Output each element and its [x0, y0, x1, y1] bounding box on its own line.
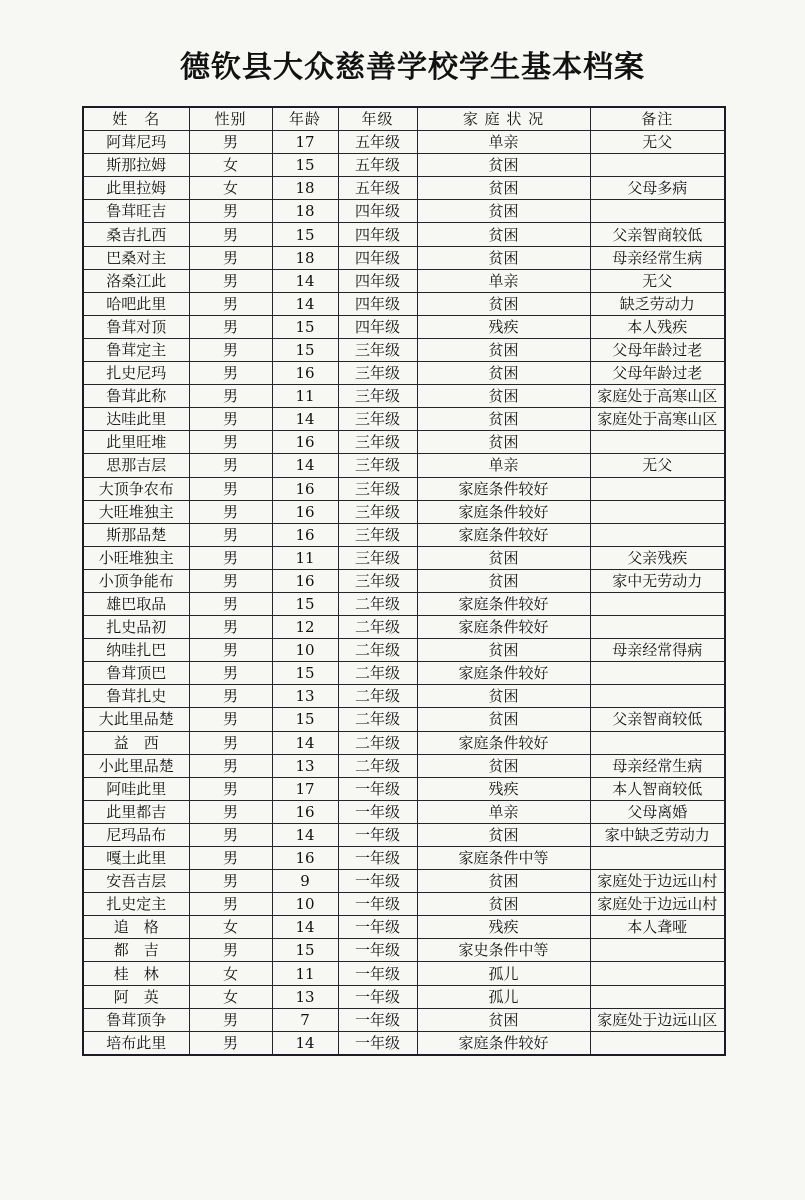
cell-name: 鲁茸定主: [83, 338, 189, 361]
cell-gender: 男: [189, 200, 272, 223]
cell-remarks: [590, 847, 725, 870]
cell-remarks: 家庭处于高寒山区: [590, 408, 725, 431]
cell-remarks: 家庭处于边远山村: [590, 870, 725, 893]
table-row: [83, 338, 725, 361]
cell-name: 达哇此里: [83, 408, 189, 431]
cell-name: 扎史品初: [83, 616, 189, 639]
cell-age: 12: [272, 616, 338, 639]
table-header-row: [83, 107, 725, 131]
column-header-remarks: 备注: [590, 107, 725, 131]
column-header-age: 年龄: [272, 107, 338, 131]
cell-grade: 一年级: [338, 870, 417, 893]
table-row: [83, 523, 725, 546]
cell-remarks: [590, 500, 725, 523]
cell-age: 14: [272, 731, 338, 754]
cell-grade: 二年级: [338, 731, 417, 754]
table-row: [83, 639, 725, 662]
cell-family-status: 贫困: [417, 385, 590, 408]
column-header-grade: 年级: [338, 107, 417, 131]
cell-remarks: 无父: [590, 454, 725, 477]
cell-family-status: 家庭条件较好: [417, 662, 590, 685]
cell-grade: 三年级: [338, 362, 417, 385]
table-row: [83, 454, 725, 477]
cell-gender: 男: [189, 708, 272, 731]
cell-grade: 三年级: [338, 477, 417, 500]
table-row: [83, 754, 725, 777]
cell-age: 14: [272, 916, 338, 939]
cell-age: 18: [272, 177, 338, 200]
cell-family-status: 贫困: [417, 546, 590, 569]
cell-remarks: [590, 1031, 725, 1055]
cell-grade: 二年级: [338, 754, 417, 777]
cell-gender: 女: [189, 916, 272, 939]
cell-grade: 三年级: [338, 385, 417, 408]
cell-name: 小此里品楚: [83, 754, 189, 777]
cell-age: 11: [272, 546, 338, 569]
cell-age: 14: [272, 1031, 338, 1055]
cell-grade: 二年级: [338, 616, 417, 639]
table-row: [83, 1008, 725, 1031]
cell-age: 11: [272, 962, 338, 985]
cell-gender: 男: [189, 592, 272, 615]
cell-name: 此里拉姆: [83, 177, 189, 200]
cell-grade: 四年级: [338, 269, 417, 292]
cell-gender: 男: [189, 362, 272, 385]
cell-age: 16: [272, 500, 338, 523]
table-row: [83, 223, 725, 246]
cell-family-status: 家庭条件中等: [417, 847, 590, 870]
cell-name: 阿哇此里: [83, 777, 189, 800]
cell-family-status: 贫困: [417, 1008, 590, 1031]
cell-remarks: 母亲经常得病: [590, 639, 725, 662]
cell-name: 小旺堆独主: [83, 546, 189, 569]
cell-name: 扎史定主: [83, 893, 189, 916]
cell-family-status: 贫困: [417, 685, 590, 708]
cell-age: 18: [272, 246, 338, 269]
cell-remarks: 父亲残疾: [590, 546, 725, 569]
cell-family-status: 残疾: [417, 777, 590, 800]
cell-remarks: [590, 939, 725, 962]
cell-gender: 男: [189, 893, 272, 916]
cell-gender: 男: [189, 847, 272, 870]
cell-name: 安吾吉层: [83, 870, 189, 893]
cell-grade: 三年级: [338, 523, 417, 546]
cell-family-status: 贫困: [417, 223, 590, 246]
cell-age: 7: [272, 1008, 338, 1031]
cell-name: 小顶争能布: [83, 569, 189, 592]
cell-name: 桂 林: [83, 962, 189, 985]
table-row: [83, 131, 725, 154]
cell-age: 14: [272, 408, 338, 431]
cell-age: 16: [272, 569, 338, 592]
table-row: [83, 269, 725, 292]
table-row: [83, 847, 725, 870]
cell-grade: 五年级: [338, 154, 417, 177]
cell-family-status: 贫困: [417, 292, 590, 315]
cell-name: 尼玛品布: [83, 823, 189, 846]
cell-grade: 二年级: [338, 592, 417, 615]
cell-remarks: [590, 431, 725, 454]
cell-grade: 三年级: [338, 546, 417, 569]
cell-remarks: 本人智商较低: [590, 777, 725, 800]
cell-gender: 男: [189, 1008, 272, 1031]
table-row: [83, 200, 725, 223]
cell-age: 10: [272, 893, 338, 916]
cell-family-status: 家史条件中等: [417, 939, 590, 962]
cell-grade: 一年级: [338, 777, 417, 800]
cell-family-status: 贫困: [417, 338, 590, 361]
cell-family-status: 孤儿: [417, 962, 590, 985]
cell-grade: 一年级: [338, 823, 417, 846]
cell-grade: 一年级: [338, 939, 417, 962]
cell-gender: 女: [189, 962, 272, 985]
cell-remarks: 家中无劳动力: [590, 569, 725, 592]
cell-age: 15: [272, 662, 338, 685]
cell-family-status: 贫困: [417, 408, 590, 431]
cell-age: 15: [272, 338, 338, 361]
cell-remarks: 父母年龄过老: [590, 338, 725, 361]
table-row: [83, 177, 725, 200]
cell-family-status: 家庭条件较好: [417, 592, 590, 615]
cell-grade: 一年级: [338, 962, 417, 985]
cell-age: 18: [272, 200, 338, 223]
cell-remarks: 母亲经常生病: [590, 246, 725, 269]
table-row: [83, 362, 725, 385]
cell-family-status: 单亲: [417, 131, 590, 154]
table-row: [83, 916, 725, 939]
cell-family-status: 贫困: [417, 177, 590, 200]
table-row: [83, 985, 725, 1008]
table-row: [83, 246, 725, 269]
cell-grade: 二年级: [338, 708, 417, 731]
cell-family-status: 贫困: [417, 893, 590, 916]
cell-remarks: 母亲经常生病: [590, 754, 725, 777]
table-row: [83, 870, 725, 893]
cell-gender: 男: [189, 385, 272, 408]
cell-gender: 男: [189, 569, 272, 592]
cell-grade: 二年级: [338, 662, 417, 685]
cell-gender: 男: [189, 292, 272, 315]
cell-grade: 三年级: [338, 408, 417, 431]
cell-name: 斯那拉姆: [83, 154, 189, 177]
cell-gender: 男: [189, 639, 272, 662]
cell-grade: 五年级: [338, 131, 417, 154]
cell-remarks: 父母年龄过老: [590, 362, 725, 385]
cell-gender: 男: [189, 477, 272, 500]
cell-gender: 男: [189, 685, 272, 708]
cell-remarks: 父母多病: [590, 177, 725, 200]
cell-remarks: [590, 731, 725, 754]
cell-age: 9: [272, 870, 338, 893]
table-row: [83, 292, 725, 315]
cell-family-status: 贫困: [417, 639, 590, 662]
cell-gender: 女: [189, 177, 272, 200]
table-row: [83, 662, 725, 685]
cell-name: 此里旺堆: [83, 431, 189, 454]
cell-gender: 男: [189, 408, 272, 431]
cell-name: 桑吉扎西: [83, 223, 189, 246]
cell-name: 哈吧此里: [83, 292, 189, 315]
cell-family-status: 贫困: [417, 754, 590, 777]
cell-gender: 男: [189, 823, 272, 846]
cell-age: 14: [272, 823, 338, 846]
cell-remarks: 无父: [590, 269, 725, 292]
cell-name: 阿 英: [83, 985, 189, 1008]
cell-age: 16: [272, 847, 338, 870]
cell-grade: 三年级: [338, 569, 417, 592]
cell-remarks: 家中缺乏劳动力: [590, 823, 725, 846]
cell-family-status: 家庭条件较好: [417, 477, 590, 500]
cell-name: 鲁茸此称: [83, 385, 189, 408]
cell-age: 14: [272, 454, 338, 477]
cell-family-status: 单亲: [417, 454, 590, 477]
cell-grade: 四年级: [338, 292, 417, 315]
cell-gender: 男: [189, 662, 272, 685]
table-row: [83, 800, 725, 823]
column-header-family-status: 家 庭 状 况: [417, 107, 590, 131]
table-row: [83, 708, 725, 731]
cell-family-status: 孤儿: [417, 985, 590, 1008]
cell-grade: 三年级: [338, 454, 417, 477]
cell-family-status: 贫困: [417, 823, 590, 846]
table-row: [83, 385, 725, 408]
cell-name: 鲁茸对顶: [83, 315, 189, 338]
cell-remarks: [590, 592, 725, 615]
cell-remarks: 父母离婚: [590, 800, 725, 823]
cell-age: 15: [272, 223, 338, 246]
cell-family-status: 贫困: [417, 154, 590, 177]
cell-age: 15: [272, 708, 338, 731]
cell-name: 思那吉层: [83, 454, 189, 477]
cell-name: 此里都吉: [83, 800, 189, 823]
cell-remarks: 家庭处于边远山区: [590, 1008, 725, 1031]
cell-gender: 男: [189, 246, 272, 269]
cell-remarks: 缺乏劳动力: [590, 292, 725, 315]
cell-gender: 男: [189, 870, 272, 893]
cell-remarks: [590, 962, 725, 985]
cell-remarks: [590, 685, 725, 708]
cell-remarks: 无父: [590, 131, 725, 154]
table-row: [83, 431, 725, 454]
cell-gender: 男: [189, 315, 272, 338]
cell-family-status: 家庭条件较好: [417, 731, 590, 754]
cell-gender: 男: [189, 131, 272, 154]
student-roster-table: [82, 106, 726, 1056]
table-row: [83, 1031, 725, 1055]
cell-family-status: 单亲: [417, 269, 590, 292]
cell-name: 嘎土此里: [83, 847, 189, 870]
cell-grade: 一年级: [338, 916, 417, 939]
cell-grade: 五年级: [338, 177, 417, 200]
cell-gender: 男: [189, 754, 272, 777]
cell-name: 大旺堆独主: [83, 500, 189, 523]
cell-age: 17: [272, 131, 338, 154]
column-header-name: 姓 名: [83, 107, 189, 131]
column-header-gender: 性别: [189, 107, 272, 131]
cell-name: 鲁茸顶巴: [83, 662, 189, 685]
cell-gender: 男: [189, 546, 272, 569]
cell-grade: 三年级: [338, 338, 417, 361]
cell-family-status: 家庭条件较好: [417, 1031, 590, 1055]
cell-name: 纳哇扎巴: [83, 639, 189, 662]
cell-grade: 四年级: [338, 223, 417, 246]
cell-gender: 男: [189, 223, 272, 246]
document-title: 德钦县大众慈善学校学生基本档案: [180, 50, 645, 85]
cell-age: 10: [272, 639, 338, 662]
cell-gender: 男: [189, 939, 272, 962]
table-row: [83, 823, 725, 846]
table-row: [83, 592, 725, 615]
table-body: [83, 131, 725, 1055]
cell-grade: 二年级: [338, 685, 417, 708]
cell-family-status: 贫困: [417, 569, 590, 592]
cell-name: 都 吉: [83, 939, 189, 962]
table-row: [83, 962, 725, 985]
cell-name: 大此里品楚: [83, 708, 189, 731]
cell-family-status: 贫困: [417, 246, 590, 269]
cell-name: 洛桑江此: [83, 269, 189, 292]
cell-family-status: 贫困: [417, 200, 590, 223]
cell-remarks: [590, 985, 725, 1008]
cell-remarks: 家庭处于边远山村: [590, 893, 725, 916]
cell-remarks: [590, 662, 725, 685]
cell-family-status: 贫困: [417, 870, 590, 893]
cell-age: 13: [272, 985, 338, 1008]
cell-age: 13: [272, 685, 338, 708]
cell-family-status: 家庭条件较好: [417, 616, 590, 639]
cell-gender: 男: [189, 269, 272, 292]
cell-gender: 男: [189, 523, 272, 546]
cell-remarks: [590, 523, 725, 546]
cell-gender: 男: [189, 616, 272, 639]
cell-grade: 一年级: [338, 847, 417, 870]
table-row: [83, 731, 725, 754]
cell-name: 益 西: [83, 731, 189, 754]
cell-family-status: 贫困: [417, 362, 590, 385]
cell-grade: 四年级: [338, 200, 417, 223]
cell-age: 15: [272, 592, 338, 615]
cell-age: 17: [272, 777, 338, 800]
cell-gender: 男: [189, 454, 272, 477]
cell-grade: 一年级: [338, 1031, 417, 1055]
cell-name: 鲁茸旺吉: [83, 200, 189, 223]
cell-grade: 四年级: [338, 315, 417, 338]
table-row: [83, 777, 725, 800]
cell-remarks: [590, 154, 725, 177]
cell-name: 斯那品楚: [83, 523, 189, 546]
cell-grade: 三年级: [338, 500, 417, 523]
cell-name: 雄巴取品: [83, 592, 189, 615]
cell-remarks: 父亲智商较低: [590, 223, 725, 246]
cell-family-status: 家庭条件较好: [417, 500, 590, 523]
cell-gender: 女: [189, 154, 272, 177]
cell-gender: 男: [189, 777, 272, 800]
table-row: [83, 477, 725, 500]
cell-grade: 二年级: [338, 639, 417, 662]
cell-grade: 三年级: [338, 431, 417, 454]
cell-grade: 四年级: [338, 246, 417, 269]
cell-gender: 男: [189, 731, 272, 754]
cell-name: 巴桑对主: [83, 246, 189, 269]
cell-grade: 一年级: [338, 893, 417, 916]
cell-family-status: 家庭条件较好: [417, 523, 590, 546]
table-row: [83, 893, 725, 916]
cell-remarks: [590, 616, 725, 639]
cell-grade: 一年级: [338, 1008, 417, 1031]
cell-gender: 男: [189, 1031, 272, 1055]
cell-age: 15: [272, 315, 338, 338]
cell-gender: 男: [189, 500, 272, 523]
cell-family-status: 贫困: [417, 431, 590, 454]
cell-name: 扎史尼玛: [83, 362, 189, 385]
cell-age: 15: [272, 939, 338, 962]
table-row: [83, 939, 725, 962]
cell-gender: 男: [189, 431, 272, 454]
cell-name: 追 格: [83, 916, 189, 939]
cell-remarks: 父亲智商较低: [590, 708, 725, 731]
cell-age: 13: [272, 754, 338, 777]
cell-age: 15: [272, 154, 338, 177]
cell-age: 16: [272, 431, 338, 454]
cell-name: 大顶争农布: [83, 477, 189, 500]
cell-family-status: 单亲: [417, 800, 590, 823]
cell-name: 培布此里: [83, 1031, 189, 1055]
cell-remarks: 本人聋哑: [590, 916, 725, 939]
cell-age: 14: [272, 292, 338, 315]
table-row: [83, 154, 725, 177]
cell-age: 16: [272, 800, 338, 823]
table-row: [83, 500, 725, 523]
cell-gender: 女: [189, 985, 272, 1008]
cell-family-status: 残疾: [417, 315, 590, 338]
table-row: [83, 546, 725, 569]
cell-age: 16: [272, 477, 338, 500]
cell-grade: 一年级: [338, 985, 417, 1008]
table-row: [83, 408, 725, 431]
cell-age: 16: [272, 523, 338, 546]
cell-age: 16: [272, 362, 338, 385]
cell-remarks: 家庭处于高寒山区: [590, 385, 725, 408]
cell-family-status: 贫困: [417, 708, 590, 731]
table-row: [83, 685, 725, 708]
cell-name: 鲁茸扎史: [83, 685, 189, 708]
table-row: [83, 616, 725, 639]
cell-remarks: 本人残疾: [590, 315, 725, 338]
cell-age: 14: [272, 269, 338, 292]
cell-age: 11: [272, 385, 338, 408]
table-row: [83, 569, 725, 592]
cell-gender: 男: [189, 800, 272, 823]
cell-grade: 一年级: [338, 800, 417, 823]
table-row: [83, 315, 725, 338]
cell-gender: 男: [189, 338, 272, 361]
cell-name: 鲁茸顶争: [83, 1008, 189, 1031]
cell-remarks: [590, 200, 725, 223]
cell-name: 阿茸尼玛: [83, 131, 189, 154]
cell-remarks: [590, 477, 725, 500]
cell-family-status: 残疾: [417, 916, 590, 939]
